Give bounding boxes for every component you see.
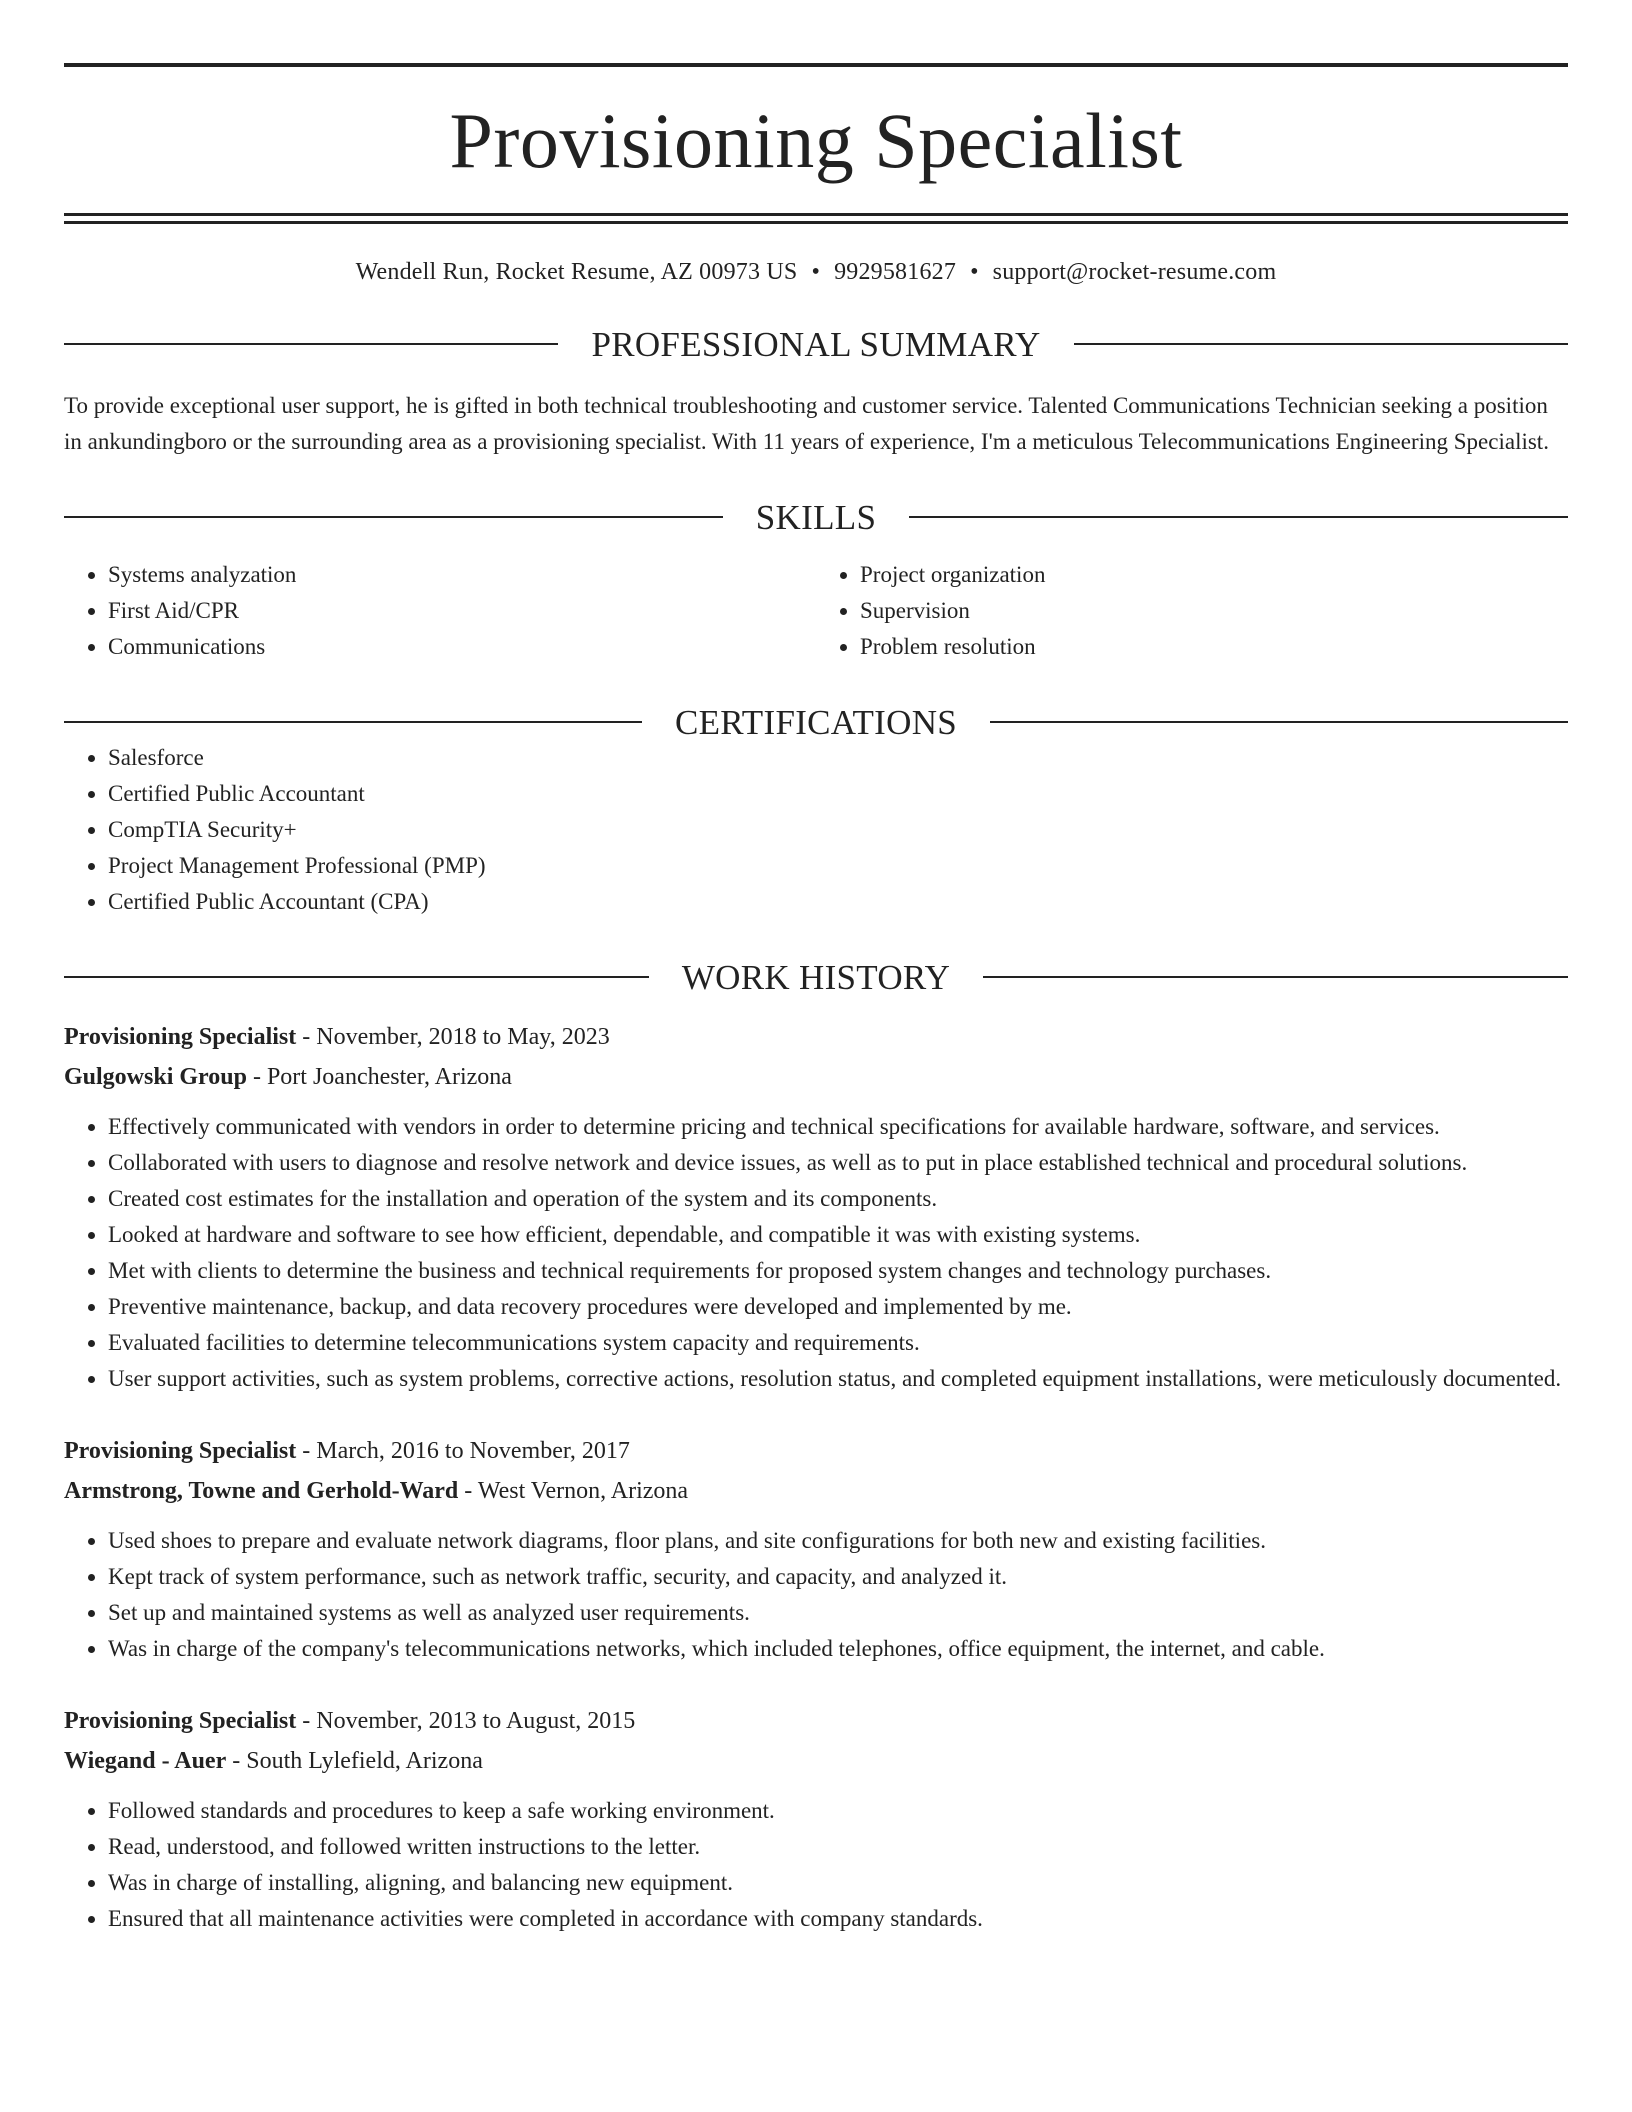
job-duty-item: • Effectively communicated with vendors in order to determine pricing and technical specifications for available hardware, software, and services. <box>108 1109 1568 1145</box>
job-dates: - November, 2013 to August, 2015 <box>296 1707 636 1734</box>
job-title: Provisioning Specialist <box>64 1437 297 1464</box>
work-history-list <box>64 1017 1568 1937</box>
job-title-line <box>64 1431 1568 1471</box>
skills-heading: SKILLS <box>755 497 877 537</box>
job-title: Provisioning Specialist <box>64 1023 297 1050</box>
skill-item: • Systems analyzation <box>108 557 816 593</box>
job-duty-item: • Met with clients to determine the business and technical requirements for proposed system changes and technology purchases. <box>108 1253 1568 1289</box>
summary-section-heading <box>64 324 1568 364</box>
contact-phone: 9929581627 <box>834 259 957 285</box>
heading-rule-right <box>990 721 1568 723</box>
job-duty-item: • Followed standards and procedures to keep a safe working environment. <box>108 1793 1568 1829</box>
job-entry <box>64 1017 1568 1397</box>
job-duty-item: • Was in charge of the company's telecommunications networks, which included telephones, office equipment, the internet, and cable. <box>108 1631 1568 1667</box>
summary-text: To provide exceptional user support, he is gifted in both technical troubleshooting and customer service. Talented Communications Technician seeking a position in ankundingboro or the surrounding area as a provisioning specialist. With 11 years of experience, I'm a meticulous Telecommunications Engineering Specialist. <box>64 392 1549 454</box>
heading-rule-left <box>64 976 649 978</box>
skills-list-left <box>64 557 816 665</box>
contact-separator: • <box>970 259 979 285</box>
skill-item: • Problem resolution <box>860 629 1568 665</box>
job-duty-item: • Preventive maintenance, backup, and data recovery procedures were developed and implemented by me. <box>108 1289 1568 1325</box>
contact-address: Wendell Run, Rocket Resume, AZ 00973 US <box>355 259 798 285</box>
skill-item: • Supervision <box>860 593 1568 629</box>
heading-rule-left <box>64 721 642 723</box>
job-location: - Port Joanchester, Arizona <box>246 1063 512 1090</box>
job-company-line <box>64 1471 1568 1511</box>
title-double-rule <box>64 213 1568 224</box>
heading-rule-left <box>64 516 723 518</box>
job-company-line <box>64 1057 1568 1097</box>
job-company: Gulgowski Group <box>64 1063 247 1090</box>
job-duty-item: • User support activities, such as system problems, corrective actions, resolution status, and completed equipment installations, were meticulously documented. <box>108 1361 1568 1397</box>
job-duty-item: • Was in charge of installing, aligning, and balancing new equipment. <box>108 1865 1568 1901</box>
job-dates: - March, 2016 to November, 2017 <box>296 1437 630 1464</box>
job-title-line <box>64 1017 1568 1057</box>
skill-item: • Project organization <box>860 557 1568 593</box>
certification-item: • Certified Public Accountant (CPA) <box>108 884 1568 920</box>
job-company: Wiegand - Auer <box>64 1747 227 1774</box>
job-duties-list <box>64 1793 1568 1937</box>
skills-list-right <box>816 557 1568 665</box>
job-duty-item: • Evaluated facilities to determine telecommunications system capacity and requirements. <box>108 1325 1568 1361</box>
job-entry <box>64 1701 1568 1937</box>
skills-column-left <box>64 557 816 665</box>
job-duties-list <box>64 1109 1568 1397</box>
skills-column-right <box>816 557 1568 665</box>
certification-item: • Certified Public Accountant <box>108 776 1568 812</box>
certifications-list <box>64 740 1568 920</box>
skills-grid <box>64 557 1568 665</box>
heading-rule-right <box>909 516 1568 518</box>
job-location: - West Vernon, Arizona <box>458 1477 689 1504</box>
certification-item: • Salesforce <box>108 740 1568 776</box>
heading-rule-right <box>983 976 1568 978</box>
skill-item: • Communications <box>108 629 816 665</box>
job-duty-item: • Set up and maintained systems as well as analyzed user requirements. <box>108 1595 1568 1631</box>
certifications-heading: CERTIFICATIONS <box>674 702 958 742</box>
certification-item: • Project Management Professional (PMP) <box>108 848 1568 884</box>
heading-rule-left <box>64 343 558 345</box>
contact-line <box>64 258 1568 287</box>
job-duties-list <box>64 1523 1568 1667</box>
job-duty-item: • Looked at hardware and software to see how efficient, dependable, and compatible it was with existing systems. <box>108 1217 1568 1253</box>
skills-section-heading <box>64 497 1568 537</box>
job-company-line <box>64 1741 1568 1781</box>
work-history-section-heading <box>64 957 1568 997</box>
job-duty-item: • Kept track of system performance, such as network traffic, security, and capacity, and analyzed it. <box>108 1559 1568 1595</box>
certification-item: • CompTIA Security+ <box>108 812 1568 848</box>
skill-item: • First Aid/CPR <box>108 593 816 629</box>
job-company: Armstrong, Towne and Gerhold-Ward <box>64 1477 459 1504</box>
job-title: Provisioning Specialist <box>64 1707 297 1734</box>
work-history-heading: WORK HISTORY <box>681 957 951 997</box>
job-duty-item: • Created cost estimates for the installation and operation of the system and its components. <box>108 1181 1568 1217</box>
contact-email: support@rocket-resume.com <box>992 259 1277 285</box>
contact-separator: • <box>811 259 821 285</box>
job-duty-item: • Collaborated with users to diagnose and resolve network and device issues, as well as to put in place established technical and procedural solutions. <box>108 1145 1568 1181</box>
job-duty-item: • Used shoes to prepare and evaluate network diagrams, floor plans, and site configurations for both new and existing facilities. <box>108 1523 1568 1559</box>
heading-rule-right <box>1074 343 1568 345</box>
job-duty-item: • Read, understood, and followed written instructions to the letter. <box>108 1829 1568 1865</box>
top-rule <box>64 63 1568 67</box>
resume-title: Provisioning Specialist <box>449 97 1183 184</box>
job-duty-item: • Ensured that all maintenance activities were completed in accordance with company standards. <box>108 1901 1568 1937</box>
job-location: - South Lylefield, Arizona <box>226 1747 483 1774</box>
job-entry <box>64 1431 1568 1667</box>
certifications-section-heading <box>64 702 1568 742</box>
job-dates: - November, 2018 to May, 2023 <box>296 1023 610 1050</box>
summary-heading: PROFESSIONAL SUMMARY <box>591 324 1041 364</box>
job-title-line <box>64 1701 1568 1741</box>
